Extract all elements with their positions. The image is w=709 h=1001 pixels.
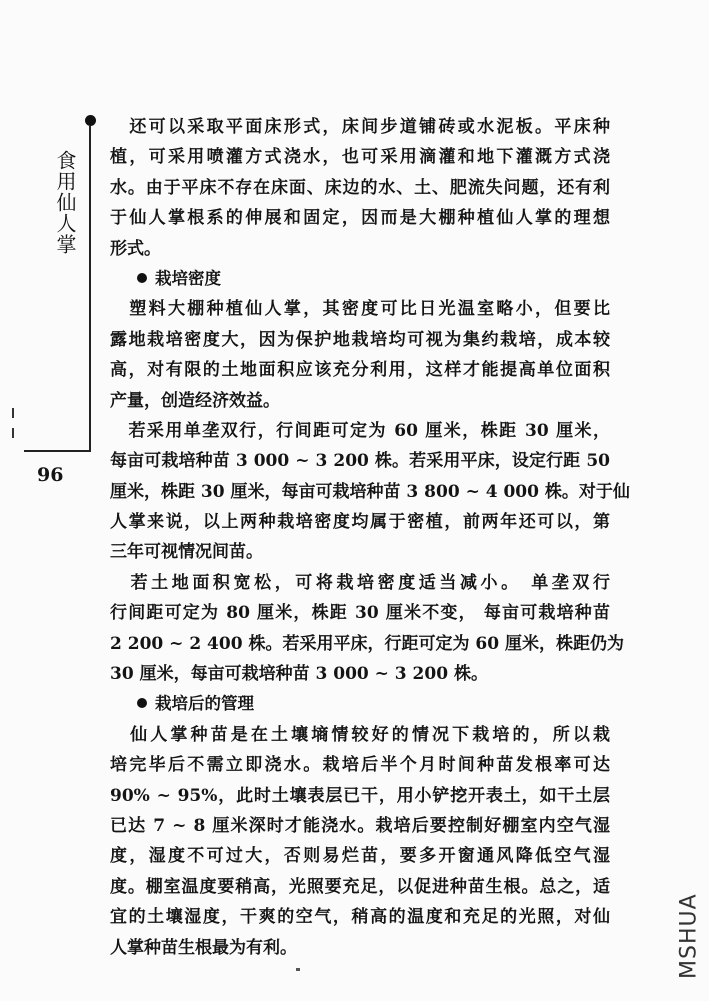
margin-rail-dot (85, 115, 96, 126)
text-line: 90% ~ 95%，此时土壤表层已干，用小铲挖开表土，如干土层 (110, 785, 610, 806)
text-line: 露地栽培密度大，因为保护地栽培均可视为集约栽培，成本较 (110, 329, 610, 350)
text-line: 若采用单垄双行，行间距可定为 60 厘米，株距 30 厘米， (110, 420, 610, 441)
text-line: 30 厘米，每亩可栽培种苗 3 000 ~ 3 200 株。 (110, 664, 488, 685)
text-line: 度。棚室温度要稍高，光照要充足，以促进种苗生根。总之，适 (110, 876, 610, 897)
text-line: 水。由于平床不存在床面、床边的水、土、肥流失问题，还有利 (110, 177, 610, 198)
text-line: 形式。 (110, 238, 161, 259)
scan-mark (12, 428, 14, 438)
text-line: 仙人掌种苗是在土壤墒情较好的情况下栽培的，所以栽 (110, 724, 610, 745)
scan-speck (296, 968, 300, 971)
section-heading-label: 栽培后的管理 (155, 694, 254, 714)
text-line: 三年可视情况间苗。 (110, 542, 263, 563)
text-line: 人掌来说，以上两种栽培密度均属于密植，前两年还可以，第 (110, 512, 610, 533)
bullet-icon (137, 273, 147, 283)
text-line: 已达 7 ~ 8 厘米深时才能浇水。栽培后要控制好棚室内空气湿 (110, 815, 610, 836)
text-line: 植，可采用喷灌方式浇水，也可采用滴灌和地下灌溉方式浇 (110, 147, 610, 168)
text-line: 产量，创造经济效益。 (110, 390, 280, 411)
page-number: 96 (37, 464, 64, 486)
text-line: 行间距可定为 80 厘米，株距 30 厘米不变， 每亩可栽培种苗 (110, 603, 610, 624)
text-line: 宜的土壤湿度，干爽的空气，稍高的温度和充足的光照，对仙 (110, 907, 610, 928)
text-line: 若土地面积宽松，可将栽培密度适当减小。 单垄双行 (110, 572, 610, 593)
text-line: 塑料大棚种植仙人掌，其密度可比日光温室略小，但要比 (110, 299, 610, 320)
text-line: 2 200 ~ 2 400 株。若采用平床，行距可定为 60 厘米，株距仍为 (110, 633, 624, 654)
margin-rail-line (89, 126, 91, 451)
text-line: 每亩可栽培种苗 3 000 ~ 3 200 株。若采用平床，设定行距 50 (110, 451, 610, 472)
text-line: 培完毕后不需立即浇水。栽培后半个月时间种苗发根率可达 (110, 755, 610, 776)
section-heading (110, 264, 610, 294)
scan-mark (12, 408, 14, 418)
text-line: 人掌种苗生根最为有利。 (110, 937, 297, 958)
margin-rail-foot (24, 450, 91, 452)
section-heading (110, 689, 610, 719)
bullet-icon (137, 698, 147, 708)
text-line: 于仙人掌根系的伸展和固定，因而是大棚种植仙人掌的理想 (110, 208, 610, 229)
text-line: 度，湿度不可过大，否则易烂苗，要多开窗通风降低空气湿 (110, 846, 610, 867)
text-line: 还可以采取平面床形式，床间步道铺砖或水泥板。平床种 (110, 117, 610, 137)
body-text (110, 112, 630, 963)
text-line: 厘米，株距 30 厘米，每亩可栽培种苗 3 800 ~ 4 000 株。对于仙 (110, 481, 630, 502)
section-heading-label: 栽培密度 (155, 268, 221, 288)
text-line: 高，对有限的土地面积应该充分利用，这样才能提高单位面积 (110, 360, 610, 381)
watermark: MSHUA (676, 893, 702, 979)
running-head: 食用仙人掌 (53, 150, 77, 255)
